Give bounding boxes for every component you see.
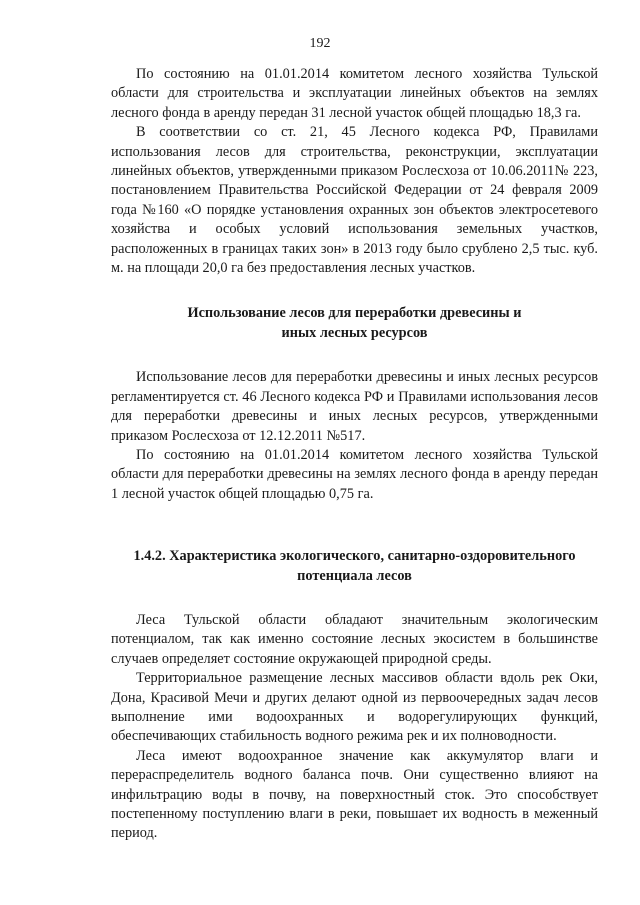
document-body	[111, 65, 598, 844]
paragraph: Территориальное размещение лесных массивов области вдоль рек Оки, Дона, Красивой Мечи и других делают одной из первоочередных задач лесов выполнение ими водоохранных и водорегулирующих функций, обеспечивающих стабильность водного режима рек и их полноводности.	[111, 670, 598, 745]
paragraph: В соответствии со ст. 21, 45 Лесного кодекса РФ, Правилами использования лесов для строительства, реконструкции, эксплуатации линейных объектов, утвержденными приказом Рослесхоза от 10.06.2011№ 223, постановлением Правительства Российской Федерации от 24 февраля 2009 года №160 «О порядке установления охранных зон объектов электросетевого хозяйства и особых условий использования земельных участков, расположенных в границах таких зон» в 2013 году было срублено 2,5 тыс. куб. м. на площади 20,0 га без предоставления лесных участков.	[111, 124, 598, 277]
paragraph: Использование лесов для переработки древесины и иных лесных ресурсов регламентируется ст. 46 Лесного кодекса РФ и Правилами использования лесов для переработки древесины и иных лесных ресурсов, утвержденными приказом Рослесхоза от 12.12.2011 №517.	[111, 369, 598, 444]
heading-line: 1.4.2. Характеристика экологического, санитарно-оздоровительного	[133, 548, 576, 565]
page-number: 192	[309, 36, 331, 51]
heading-line: иных лесных ресурсов	[281, 324, 428, 341]
paragraph: По состоянию на 01.01.2014 комитетом лесного хозяйства Тульской области для строительства и эксплуатации линейных объектов на землях лесного фонда в аренду передан 31 лесной участок общей площадью 18,3 га.	[111, 66, 598, 121]
heading-line: Использование лесов для переработки древесины и	[187, 305, 522, 322]
section-heading	[111, 304, 598, 343]
subsection-heading	[111, 547, 598, 586]
paragraph: Леса Тульской области обладают значительным экологическим потенциалом, так как именно состояние лесных экосистем в большинстве случаев определяет состояние окружающей природной среды.	[111, 611, 598, 667]
heading-line: потенциала лесов	[297, 567, 412, 584]
paragraph: Леса имеют водоохранное значение как аккумулятор влаги и перераспределитель водного баланса почв. Они существенно влияют на инфильтрацию воды в почву, на поверхностный сток. Это способствует постепенному поступлению влаги в реки, повышает их водность в меженный период.	[111, 747, 598, 842]
paragraph: По состоянию на 01.01.2014 комитетом лесного хозяйства Тульской области для переработки древесины на землях лесного фонда в аренду передан 1 лесной участок общей площадью 0,75 га.	[111, 446, 598, 502]
